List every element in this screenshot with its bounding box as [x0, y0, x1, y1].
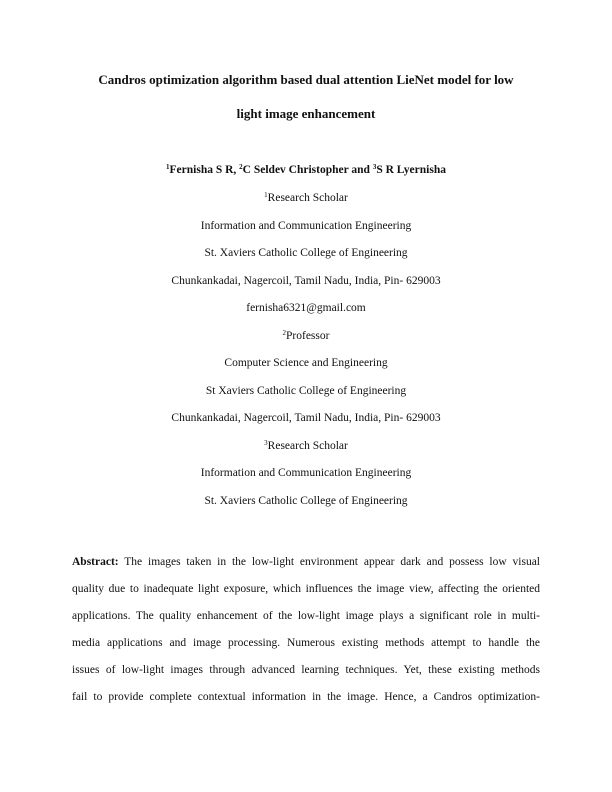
affiliation-1-dept: Information and Communication Engineering: [200, 220, 412, 232]
affiliation-2-marker: 2: [282, 329, 287, 337]
author-2-marker: 2: [239, 163, 243, 171]
affiliation-1-role-text: Research Scholar: [267, 192, 348, 204]
affiliation-3-role: [60, 441, 552, 453]
affiliation-1-college: St. Xaviers Catholic College of Engineering: [204, 247, 408, 259]
abstract-line-3: applications. The quality enhancement of the low-light image plays a significant role in multi-: [72, 610, 540, 622]
affiliation-2-role-text: Professor: [286, 330, 330, 342]
affiliation-2-college: St Xaviers Catholic College of Engineering: [205, 385, 407, 397]
abstract-label: Abstract:: [72, 556, 119, 568]
affiliation-2-address: Chunkankadai, Nagercoil, Tamil Nadu, India, Pin- 629003: [171, 412, 441, 424]
affiliation-1-role: [60, 193, 552, 205]
abstract-line-2: quality due to inadequate light exposure, which influences the image view, affecting the oriented: [72, 583, 540, 595]
affiliation-3-role-text: Research Scholar: [267, 440, 348, 452]
author-3-name: S R Lyernisha: [376, 164, 446, 176]
author-list: [60, 165, 552, 177]
abstract-line-5: issues of low-light images through advanced learning techniques. Yet, these existing methods: [72, 664, 540, 676]
affiliation-3-marker: 3: [264, 439, 268, 447]
affiliation-2-role: [60, 331, 552, 343]
affiliation-3-dept: Information and Communication Engineering: [200, 467, 412, 479]
paper-title-line-2: light image enhancement: [236, 106, 376, 121]
abstract-line-6: fail to provide complete contextual information in the image. Hence, a Candros optimization-: [72, 691, 540, 703]
affiliation-3-college: St. Xaviers Catholic College of Engineering: [204, 495, 408, 507]
affiliation-2-dept: Computer Science and Engineering: [224, 357, 388, 369]
author-1-name: Fernisha S R,: [169, 164, 240, 176]
abstract-line-4: media applications and image processing. Numerous existing methods attempt to handle the: [72, 637, 540, 649]
paper-title-line-1: Candros optimization algorithm based dual attention LieNet model for low: [98, 72, 514, 87]
affiliation-1-email: fernisha6321@gmail.com: [246, 302, 366, 314]
affiliation-1-address: Chunkankadai, Nagercoil, Tamil Nadu, India, Pin- 629003: [171, 275, 441, 287]
author-3-marker: 3: [372, 163, 377, 171]
abstract-text-1: The images taken in the low-light environment appear dark and possess low visual: [118, 556, 540, 568]
author-1-marker: 1: [166, 163, 170, 171]
affiliation-1-marker: 1: [264, 191, 268, 199]
abstract-line-1: [72, 557, 540, 569]
author-2-name: C Seldev Christopher and: [242, 164, 373, 176]
